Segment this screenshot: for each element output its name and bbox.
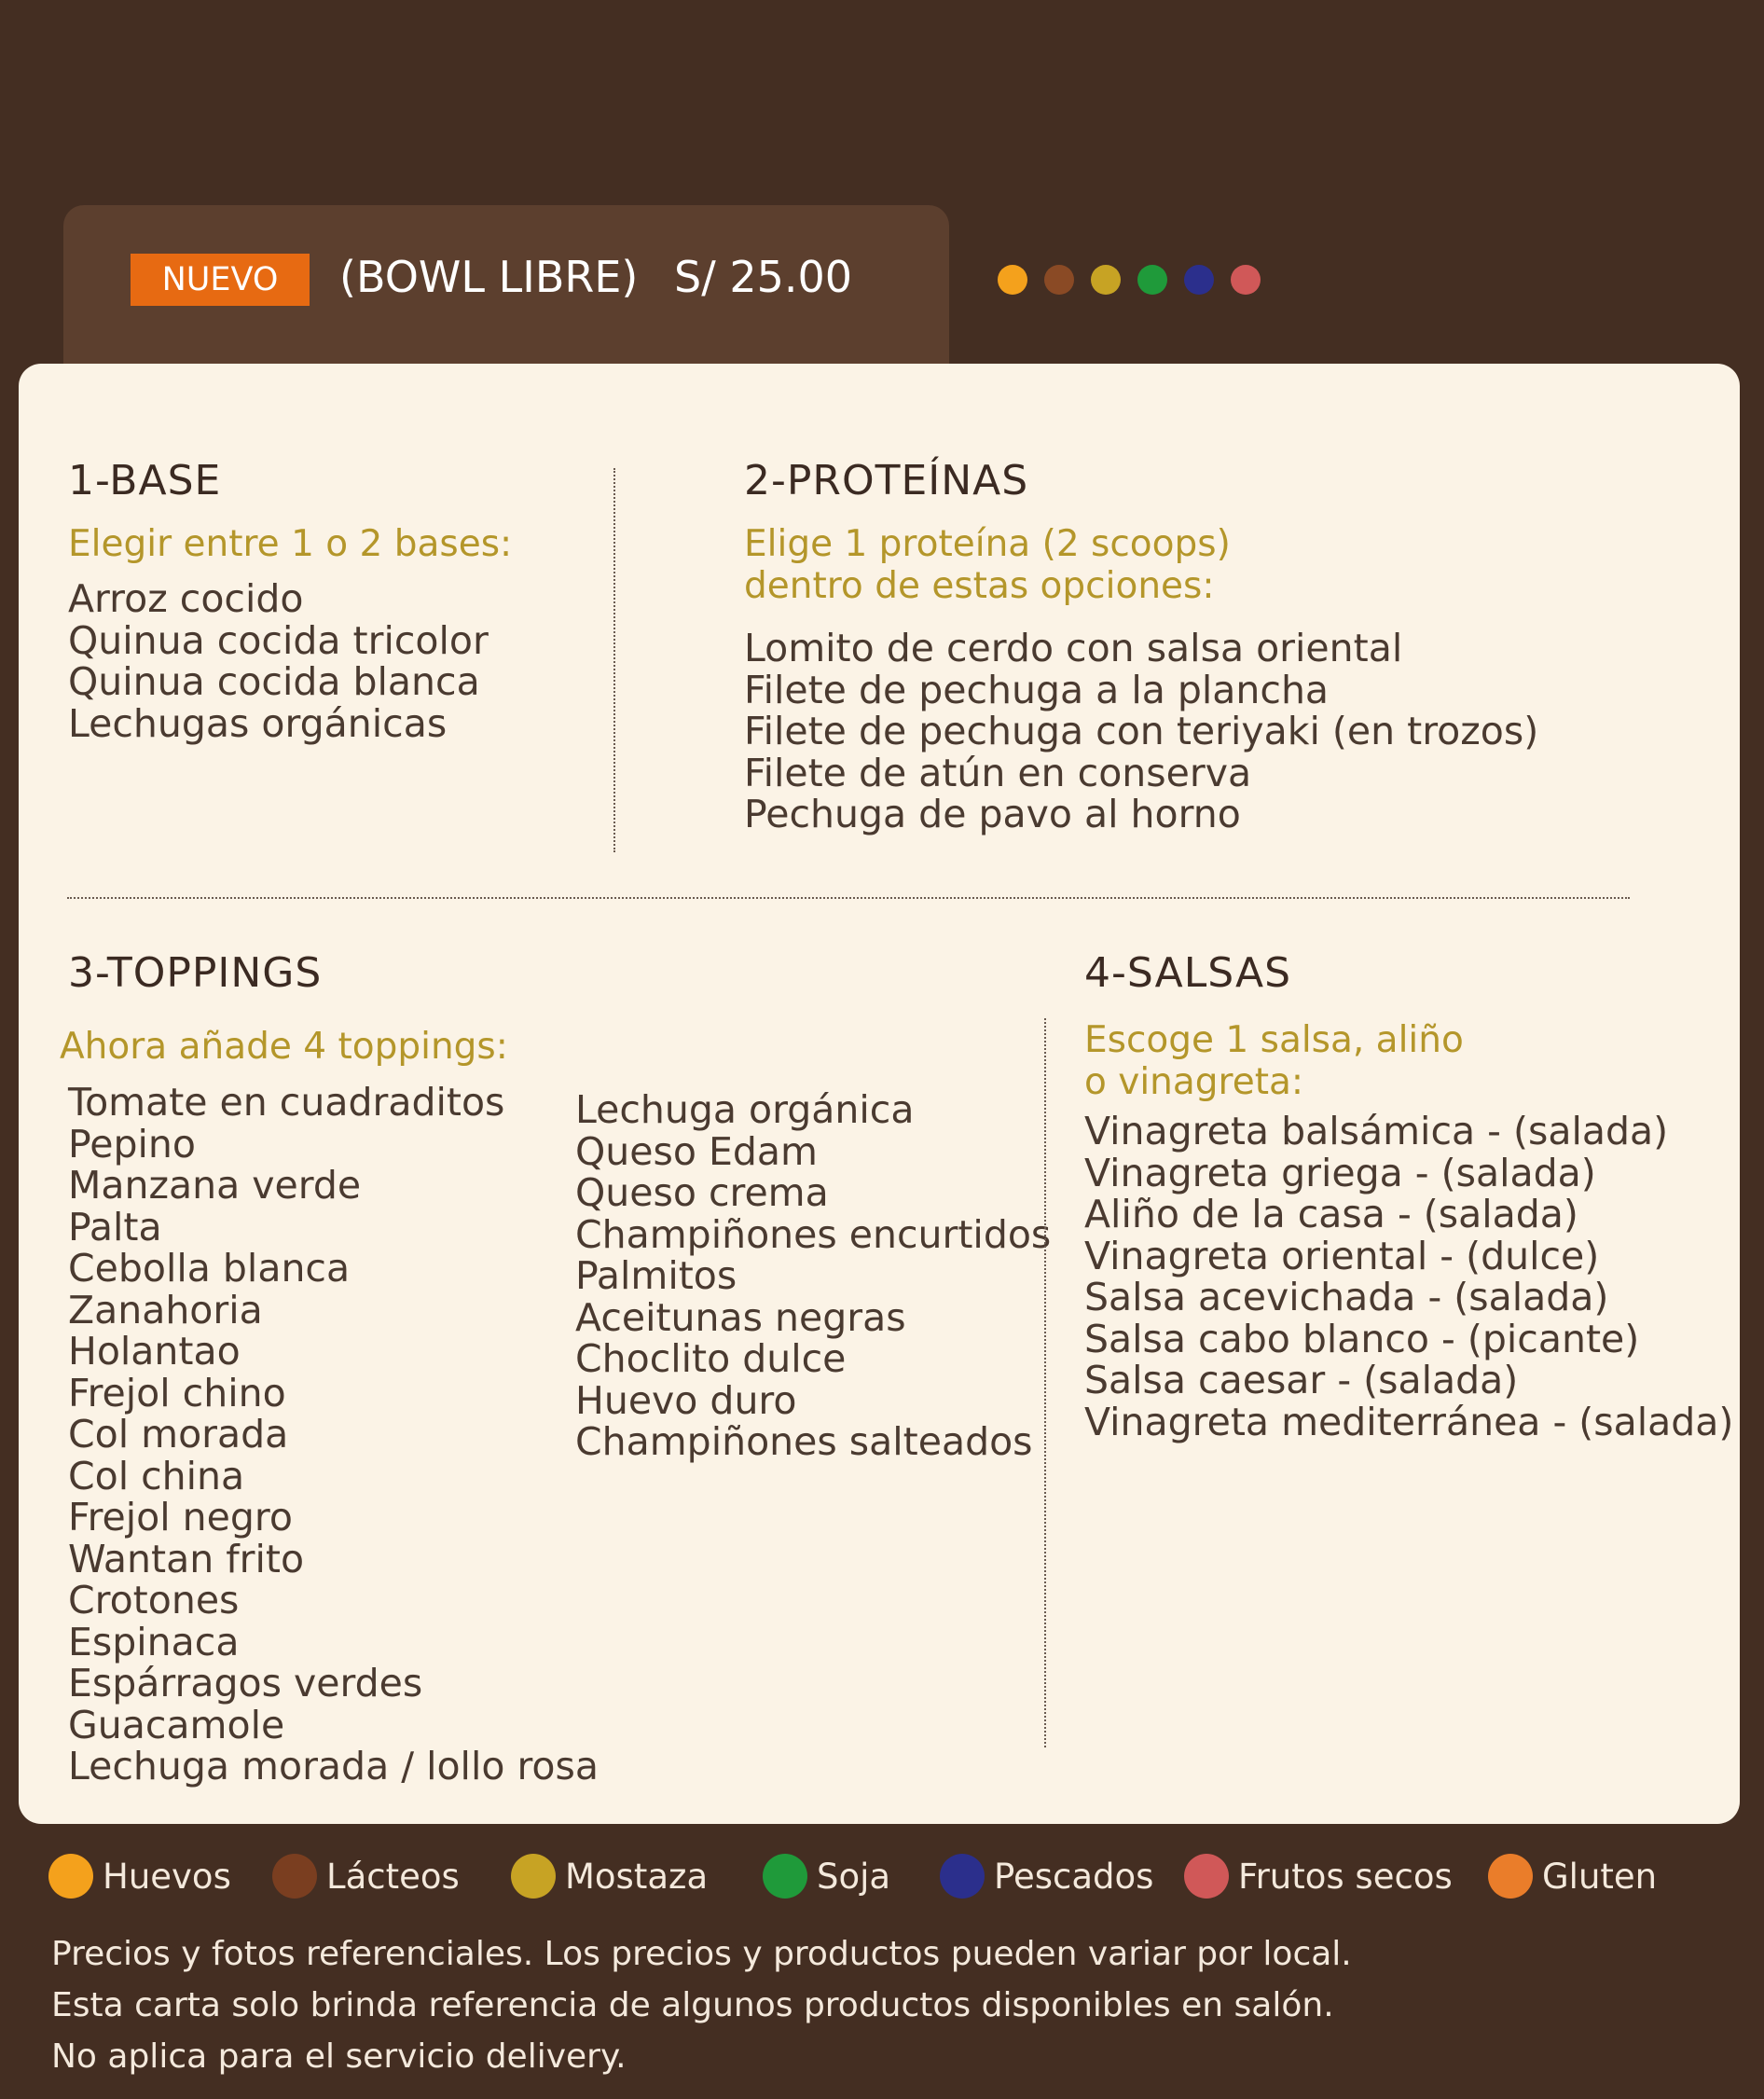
menu-card xyxy=(19,364,1740,1824)
list-item: Pepino xyxy=(68,1121,196,1167)
section-subtitle: o vinagreta: xyxy=(1084,1061,1304,1103)
list-item: Pechuga de pavo al horno xyxy=(744,792,1241,836)
allergen-dot xyxy=(1091,265,1121,295)
list-item: Crotones xyxy=(68,1578,240,1623)
bowl-name: (BOWL LIBRE) xyxy=(339,252,639,302)
section-subtitle: Escoge 1 salsa, aliño xyxy=(1084,1019,1464,1061)
item-title xyxy=(339,252,852,302)
list-item: Lomito de cerdo con salsa oriental xyxy=(744,626,1403,670)
list-item: Frejol negro xyxy=(68,1495,293,1540)
list-item: Wantan frito xyxy=(68,1536,305,1581)
list-item: Aliño de la casa - (salada) xyxy=(1084,1192,1578,1236)
list-item: Arroz cocido xyxy=(68,576,304,621)
allergen-dot xyxy=(1184,265,1214,295)
section-proteinas xyxy=(744,457,1538,835)
legend-label: Frutos secos xyxy=(1238,1856,1453,1897)
list-item: Espárragos verdes xyxy=(68,1661,423,1705)
divider-vertical xyxy=(1044,1018,1046,1747)
divider-vertical xyxy=(613,468,615,852)
legend-dot xyxy=(1488,1854,1533,1899)
list-item: Cebolla blanca xyxy=(68,1246,351,1291)
legend-item xyxy=(940,1854,1153,1899)
legend-dot xyxy=(48,1854,93,1899)
allergen-dots xyxy=(998,265,1261,295)
list-item: Salsa cabo blanco - (picante) xyxy=(1084,1316,1640,1361)
legend-item xyxy=(1184,1854,1453,1899)
section-heading: 3-TOPPINGS xyxy=(68,949,323,997)
section-subtitle: Ahora añade 4 toppings: xyxy=(60,1026,508,1068)
section-subtitle: dentro de estas opciones: xyxy=(744,565,1215,607)
toppings-list-col2 xyxy=(575,1089,1051,1463)
list-item: Col morada xyxy=(68,1412,289,1457)
section-heading: 2-PROTEÍNAS xyxy=(744,457,1029,504)
list-item: Quinua cocida blanca xyxy=(68,659,480,704)
legend-label: Gluten xyxy=(1542,1856,1658,1897)
salsas-list xyxy=(1084,1111,1733,1443)
legend-dot xyxy=(272,1854,317,1899)
section-heading: 1-BASE xyxy=(68,457,222,504)
list-item: Tomate en cuadraditos xyxy=(68,1080,505,1125)
list-item: Lechugas orgánicas xyxy=(68,700,448,746)
list-item: Filete de pechuga a la plancha xyxy=(744,667,1330,712)
legend-dot xyxy=(940,1854,985,1899)
allergen-dot xyxy=(1231,265,1261,295)
list-item: Salsa acevichada - (salada) xyxy=(1084,1275,1609,1319)
list-item: Vinagreta mediterránea - (salada) xyxy=(1084,1399,1734,1444)
list-item: Queso Edam xyxy=(575,1128,818,1174)
divider-horizontal xyxy=(67,897,1630,899)
proteinas-list xyxy=(744,628,1538,835)
legend-dot xyxy=(511,1854,556,1899)
item-price: S/ 25.00 xyxy=(674,252,853,302)
list-item: Salsa caesar - (salada) xyxy=(1084,1358,1519,1402)
legend-item xyxy=(272,1854,460,1899)
list-item: Aceitunas negras xyxy=(575,1294,906,1340)
section-heading: 4-SALSAS xyxy=(1084,949,1292,997)
legend-label: Mostaza xyxy=(565,1856,709,1897)
legend-label: Pescados xyxy=(994,1856,1154,1897)
list-item: Lechuga morada / lollo rosa xyxy=(68,1744,599,1788)
base-list xyxy=(68,578,512,744)
list-item: Holantao xyxy=(68,1329,241,1374)
legend-dot xyxy=(763,1854,807,1899)
legend-label: Lácteos xyxy=(326,1856,460,1897)
legend-label: Soja xyxy=(817,1856,891,1897)
section-subtitle: Elegir entre 1 o 2 bases: xyxy=(68,523,513,565)
list-item: Palmitos xyxy=(575,1253,737,1298)
allergen-dot xyxy=(998,265,1027,295)
allergen-dot xyxy=(1044,265,1074,295)
disclaimer-line: No aplica para el servicio delivery. xyxy=(51,2037,627,2076)
list-item: Vinagreta griega - (salada) xyxy=(1084,1150,1596,1195)
legend-item xyxy=(48,1854,231,1899)
list-item: Espinaca xyxy=(68,1619,240,1664)
list-item: Queso crema xyxy=(575,1170,829,1215)
list-item: Col china xyxy=(68,1453,245,1498)
allergen-dot xyxy=(1137,265,1167,295)
list-item: Filete de atún en conserva xyxy=(744,750,1252,795)
list-item: Lechuga orgánica xyxy=(575,1087,915,1132)
disclaimer-line: Precios y fotos referenciales. Los precios y productos pueden variar por local. xyxy=(51,1935,1352,1973)
section-base xyxy=(68,457,512,744)
list-item: Palta xyxy=(68,1204,162,1250)
legend-item xyxy=(1488,1854,1657,1899)
list-item: Huevo duro xyxy=(575,1377,797,1423)
list-item: Vinagreta balsámica - (salada) xyxy=(1084,1109,1669,1153)
list-item: Vinagreta oriental - (dulce) xyxy=(1084,1233,1600,1278)
allergen-legend xyxy=(0,1854,1764,1906)
legend-item xyxy=(763,1854,890,1899)
list-item: Guacamole xyxy=(68,1702,285,1747)
list-item: Filete de pechuga con teriyaki (en trozos) xyxy=(744,709,1539,753)
list-item: Frejol chino xyxy=(68,1370,286,1415)
list-item: Champiñones encurtidos xyxy=(575,1211,1052,1257)
list-item: Quinua cocida tricolor xyxy=(68,617,489,663)
list-item: Zanahoria xyxy=(68,1287,263,1333)
list-item: Manzana verde xyxy=(68,1163,362,1208)
legend-label: Huevos xyxy=(103,1856,231,1897)
disclaimer-notes xyxy=(51,1928,1352,2082)
section-subtitle: Elige 1 proteína (2 scoops) xyxy=(744,523,1231,565)
section-salsas xyxy=(1084,949,1733,1443)
section-toppings xyxy=(68,949,322,997)
new-badge: NUEVO xyxy=(131,254,310,306)
toppings-list-col1 xyxy=(68,1082,599,1788)
legend-dot xyxy=(1184,1854,1229,1899)
list-item: Champiñones salteados xyxy=(575,1419,1033,1464)
list-item: Choclito dulce xyxy=(575,1336,847,1381)
disclaimer-line: Esta carta solo brinda referencia de algunos productos disponibles en salón. xyxy=(51,1986,1334,2024)
legend-item xyxy=(511,1854,708,1899)
